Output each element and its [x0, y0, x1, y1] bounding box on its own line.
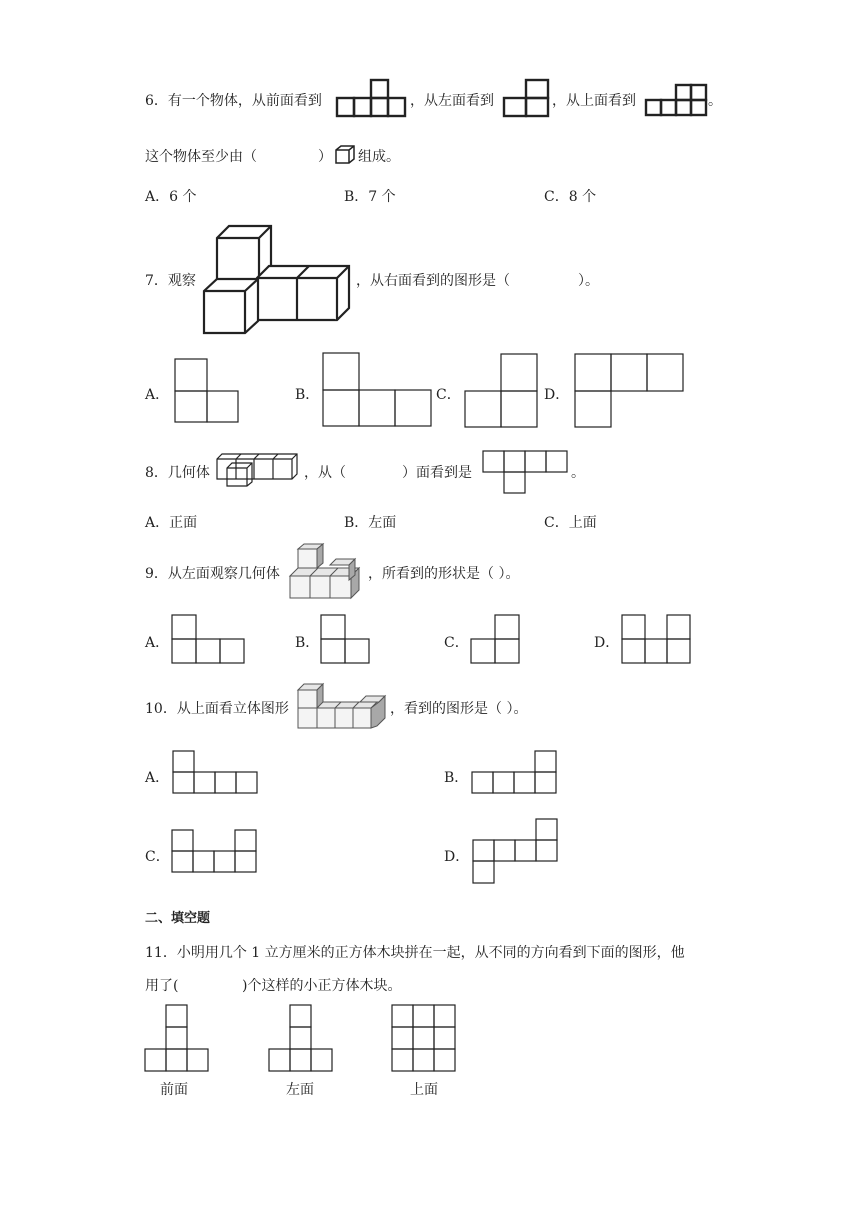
q6-text-2: ，从左面看到: [410, 93, 494, 109]
q11-line-2b: )个这样的小正方体木块。: [242, 978, 402, 994]
q10-option-c[interactable]: C．: [145, 849, 170, 865]
q7-text-3: ）。: [578, 273, 599, 289]
q10-text-1: 10．从上面看立体图形: [145, 701, 289, 717]
section-2-title: 二、填空题: [145, 911, 211, 926]
q10-option-d-figure: [472, 818, 560, 886]
q8-option-a[interactable]: A．正面: [145, 515, 198, 531]
q6-front-view-figure: [336, 78, 408, 118]
q8-text-2: ，从（: [304, 465, 346, 481]
q11-caption-left: 左面: [286, 1082, 314, 1098]
q11-front-view-figure: [144, 1004, 212, 1074]
q7-option-d-figure: [574, 353, 686, 429]
q6-option-a[interactable]: A．6 个: [145, 189, 197, 205]
q9-option-b[interactable]: B．: [295, 635, 320, 651]
q10-option-a[interactable]: A．: [145, 770, 170, 786]
q7-option-d[interactable]: D．: [544, 387, 570, 403]
q10-option-a-figure: [172, 750, 260, 796]
q11-line-1: 11．小明用几个 1 立方厘米的正方体木块拼在一起，从不同的方向看到下面的图形，他: [145, 945, 685, 961]
q7-option-c[interactable]: C．: [436, 387, 461, 403]
q10-option-b[interactable]: B．: [444, 770, 469, 786]
q7-option-a[interactable]: A．: [145, 387, 170, 403]
q11-caption-front: 前面: [160, 1082, 188, 1098]
q9-option-c[interactable]: C．: [444, 635, 469, 651]
q9-text-2: ，所看到的形状是（ ）。: [368, 566, 520, 582]
q7-option-b[interactable]: B．: [295, 387, 320, 403]
q8-text-4: 。: [571, 465, 585, 481]
q10-option-c-figure: [171, 829, 259, 875]
unit-cube-icon: [334, 144, 356, 166]
q11-top-view-figure: [391, 1004, 459, 1074]
q11-caption-top: 上面: [410, 1082, 438, 1098]
q7-text-2: ，从右面看到的图形是（: [356, 273, 510, 289]
q8-view-figure: [482, 450, 570, 496]
q9-option-d-figure: [621, 614, 693, 666]
q10-option-b-figure: [471, 750, 559, 796]
q11-line-2a: 用了(: [145, 978, 179, 994]
q9-option-d[interactable]: D．: [594, 635, 620, 651]
q10-solid-figure: [297, 681, 389, 731]
q9-option-a-figure: [171, 614, 247, 666]
q6-line2-b: ）: [318, 149, 332, 165]
q9-solid-figure: [289, 542, 367, 602]
q6-top-view-figure: [645, 84, 707, 118]
q10-text-2: ，看到的图形是（ ）。: [390, 701, 528, 717]
q6-option-c[interactable]: C．8 个: [544, 189, 597, 205]
q9-option-c-figure: [470, 614, 522, 666]
q9-option-a[interactable]: A．: [145, 635, 170, 651]
q10-option-d[interactable]: D．: [444, 849, 470, 865]
q6-option-b[interactable]: B．7 个: [344, 189, 396, 205]
q7-text-1: 7．观察: [145, 273, 196, 289]
q9-text-1: 9．从左面观察几何体: [145, 566, 280, 582]
q7-option-b-figure: [322, 352, 434, 428]
q6-text-4: 。: [708, 93, 722, 109]
q11-left-view-figure: [268, 1004, 336, 1074]
q6-line2-c: 组成。: [358, 149, 400, 165]
q7-option-a-figure: [174, 358, 240, 424]
q9-option-b-figure: [320, 614, 372, 666]
q7-solid-figure: [200, 223, 355, 338]
q7-option-c-figure: [464, 353, 540, 429]
q6-line2-a: 这个物体至少由（: [145, 149, 257, 165]
q8-solid-figure: [215, 452, 301, 488]
q8-option-c[interactable]: C．上面: [544, 515, 597, 531]
q8-text-3: ）面看到是: [402, 465, 472, 481]
q6-text-3: ，从上面看到: [552, 93, 636, 109]
q8-text-1: 8．几何体: [145, 465, 210, 481]
q6-left-view-figure: [503, 78, 551, 118]
q8-option-b[interactable]: B．左面: [344, 515, 397, 531]
q6-text-1: 6．有一个物体，从前面看到: [145, 93, 322, 109]
